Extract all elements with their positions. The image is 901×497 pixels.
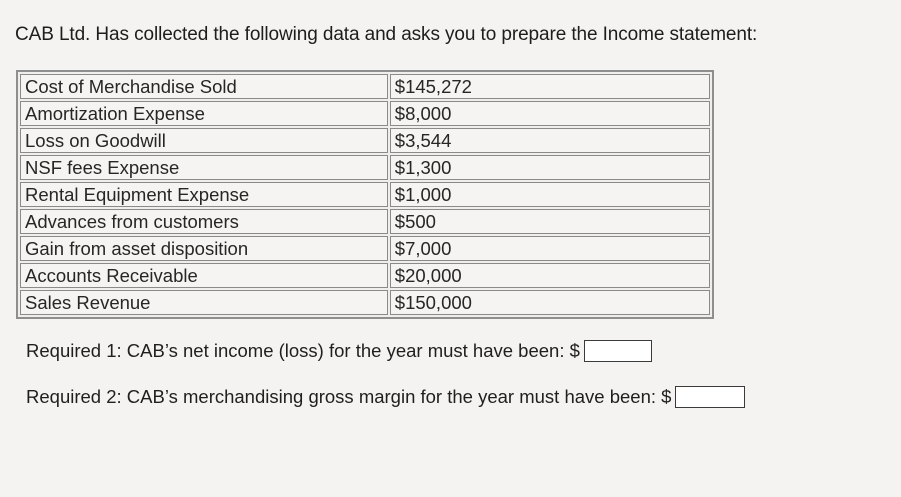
row-label: NSF fees Expense [20, 155, 388, 180]
question-2 [26, 386, 745, 408]
row-label: Advances from customers [20, 209, 388, 234]
question-2-text: Required 2: CAB’s merchandising gross margin for the year must have been: $ [26, 386, 672, 407]
table-row [20, 263, 710, 288]
row-label: Gain from asset disposition [20, 236, 388, 261]
table-row [20, 209, 710, 234]
row-value: $145,272 [390, 74, 710, 99]
row-label: Loss on Goodwill [20, 128, 388, 153]
table-row [20, 236, 710, 261]
row-value: $150,000 [390, 290, 710, 315]
row-label: Rental Equipment Expense [20, 182, 388, 207]
table-row [20, 101, 710, 126]
page-title: CAB Ltd. Has collected the following data and asks you to prepare the Income statement: [15, 24, 758, 45]
question-1 [26, 340, 652, 362]
row-label: Accounts Receivable [20, 263, 388, 288]
table-row [20, 128, 710, 153]
row-value: $1,300 [390, 155, 710, 180]
row-label: Amortization Expense [20, 101, 388, 126]
row-value: $8,000 [390, 101, 710, 126]
table-row [20, 182, 710, 207]
row-value: $7,000 [390, 236, 710, 261]
net-income-answer-field[interactable] [584, 340, 652, 362]
row-value: $500 [390, 209, 710, 234]
table-row [20, 290, 710, 315]
data-table [16, 70, 714, 319]
question-1-text: Required 1: CAB’s net income (loss) for the year must have been: $ [26, 340, 580, 361]
row-value: $1,000 [390, 182, 710, 207]
gross-margin-answer-field[interactable] [675, 386, 745, 408]
row-label: Cost of Merchandise Sold [20, 74, 388, 99]
row-label: Sales Revenue [20, 290, 388, 315]
row-value: $3,544 [390, 128, 710, 153]
table-row [20, 155, 710, 180]
table-row [20, 74, 710, 99]
row-value: $20,000 [390, 263, 710, 288]
